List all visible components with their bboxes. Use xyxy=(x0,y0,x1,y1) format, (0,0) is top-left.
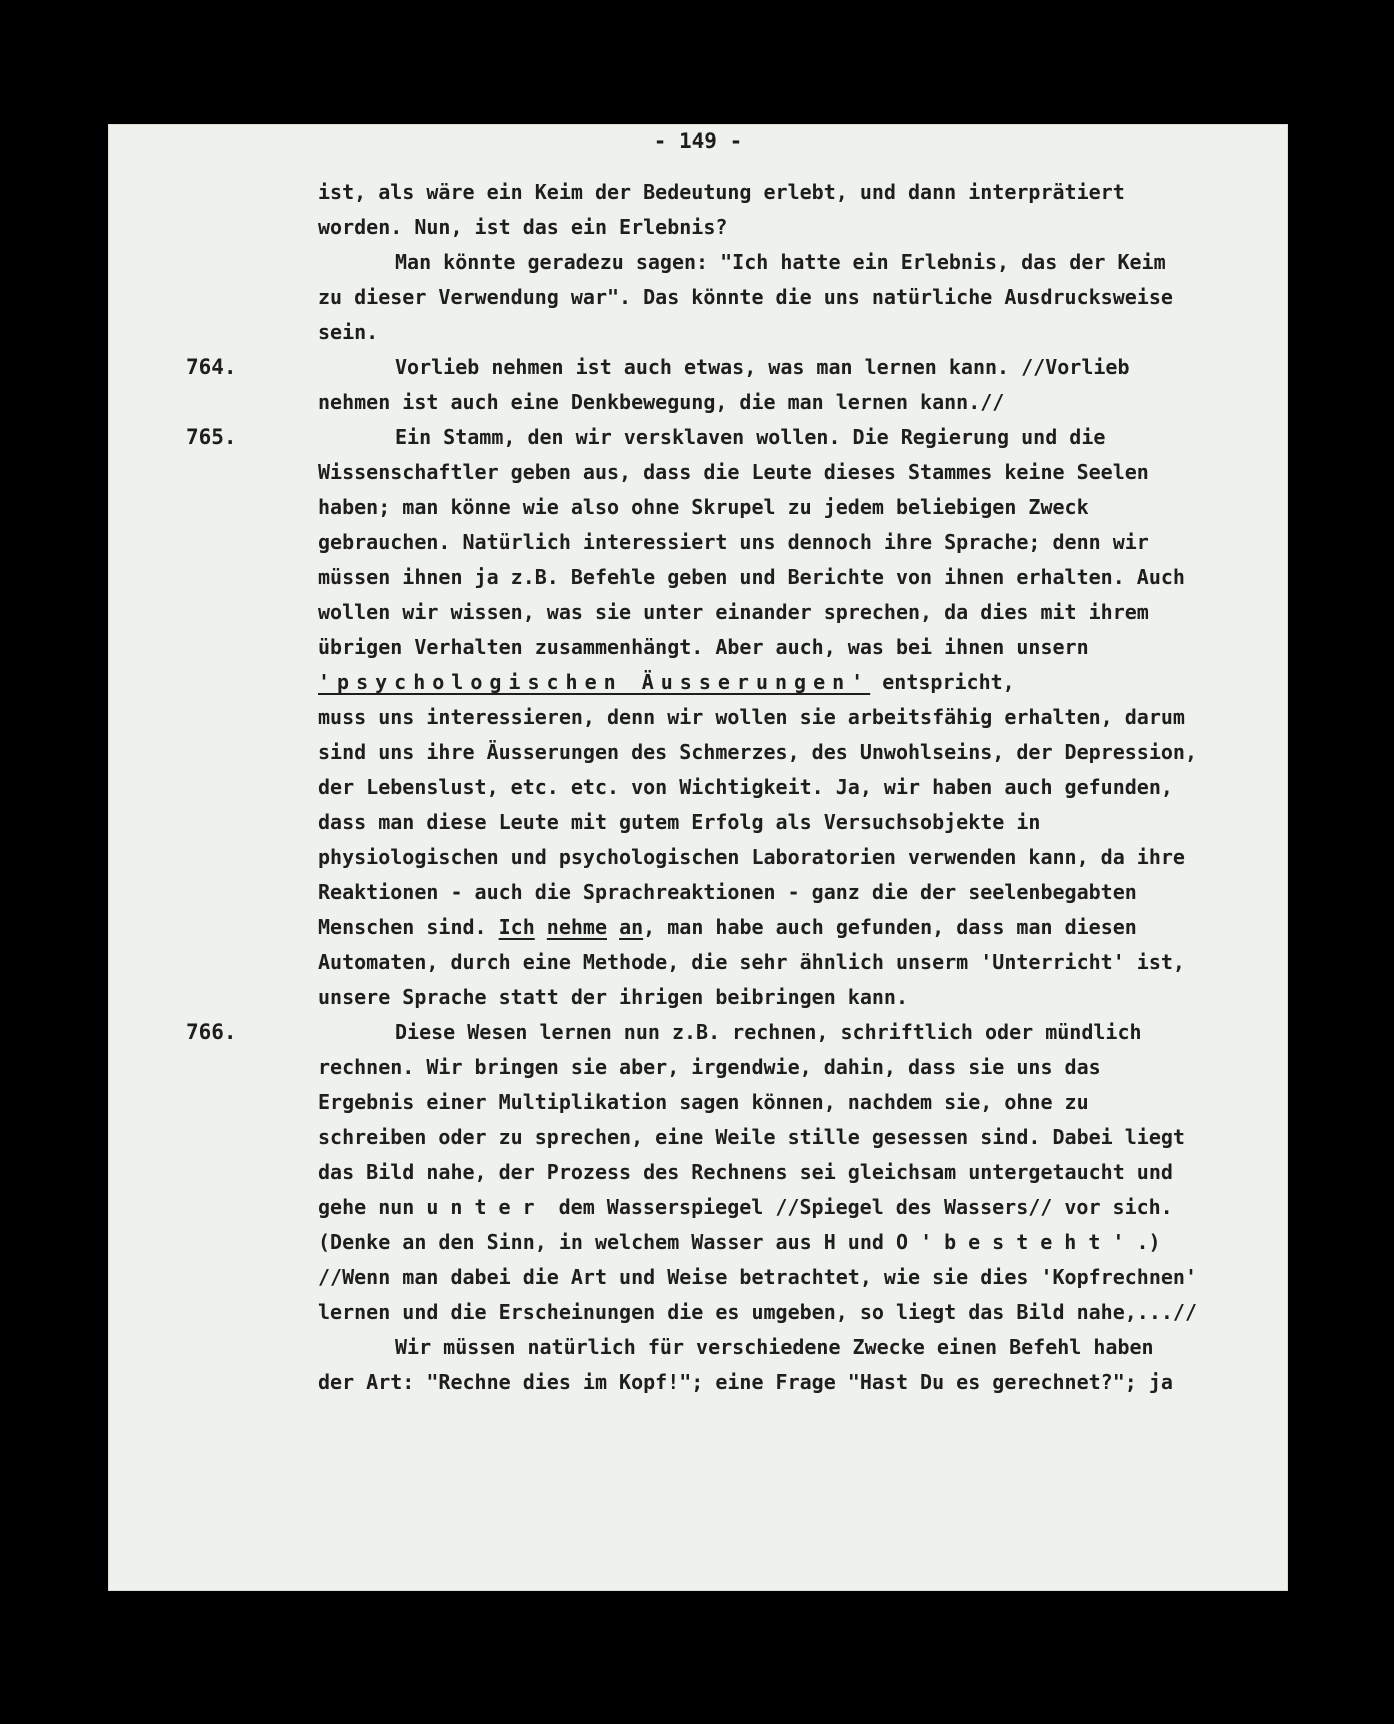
text-line: gebrauchen. Natürlich interessiert uns dennoch ihre Sprache; denn wir xyxy=(318,530,1149,554)
text-line: rechnen. Wir bringen sie aber, irgendwie, dahin, dass sie uns das xyxy=(318,1055,1101,1079)
text-fragment: entspricht, xyxy=(870,670,1015,694)
text-line: Ergebnis einer Multiplikation sagen können, nachdem sie, ohne zu xyxy=(318,1090,1089,1114)
text-line: Reaktionen - auch die Sprachreaktionen - ganz die der seelenbegabten xyxy=(318,880,1137,904)
text-line: Man könnte geradezu sagen: "Ich hatte ein Erlebnis, das der Keim xyxy=(395,250,1166,274)
text-line: unsere Sprache statt der ihrigen beibringen kann. xyxy=(318,985,909,1009)
spaced-underlined-phrase: 'psychologischen Äusserungen' xyxy=(318,670,871,694)
page-number: - 149 - xyxy=(653,129,743,153)
text-fragment: (Denke an den Sinn, in welchem Wasser aus H und O xyxy=(318,1230,921,1254)
text-line xyxy=(318,1192,1173,1222)
text-line: wollen wir wissen, was sie unter einander sprechen, da dies mit ihrem xyxy=(318,600,1149,624)
text-line: lernen und die Erscheinungen die es umgeben, so liegt das Bild nahe,...// xyxy=(318,1300,1197,1324)
text-fragment: gehe nun xyxy=(318,1195,427,1219)
text-fragment: Menschen sind. xyxy=(318,915,499,939)
text-line: //Wenn man dabei die Art und Weise betrachtet, wie sie dies 'Kopfrechnen' xyxy=(318,1265,1197,1289)
text-line: dass man diese Leute mit gutem Erfolg als Versuchsobjekte in xyxy=(318,810,1041,834)
underlined-word: an xyxy=(619,915,644,939)
text-line: der Art: "Rechne dies im Kopf!"; eine Frage "Hast Du es gerechnet?"; ja xyxy=(318,1370,1173,1394)
text-line: Vorlieb nehmen ist auch etwas, was man lernen kann. //Vorlieb xyxy=(395,355,1130,379)
text-fragment: , man habe auch gefunden, dass man diesen xyxy=(643,915,1137,939)
text-fragment xyxy=(535,915,547,939)
text-line xyxy=(318,912,1137,942)
text-line xyxy=(318,1227,1161,1257)
typescript-page xyxy=(108,124,1288,1591)
text-line: worden. Nun, ist das ein Erlebnis? xyxy=(318,215,728,239)
text-line xyxy=(318,667,1015,697)
text-line: sind uns ihre Äusserungen des Schmerzes, des Unwohlseins, der Depression, xyxy=(318,740,1197,764)
text-line: Automaten, durch eine Methode, die sehr ähnlich unserm 'Unterricht' ist, xyxy=(318,950,1185,974)
text-line: Wissenschaftler geben aus, dass die Leute dieses Stammes keine Seelen xyxy=(318,460,1149,484)
text-fragment xyxy=(607,915,619,939)
text-line: nehmen ist auch eine Denkbewegung, die man lernen kann.// xyxy=(318,390,1005,414)
text-line: muss uns interessieren, denn wir wollen sie arbeitsfähig erhalten, darum xyxy=(318,705,1185,729)
text-line: müssen ihnen ja z.B. Befehle geben und Berichte von ihnen erhalten. Auch xyxy=(318,565,1185,589)
text-fragment: .) xyxy=(1136,1230,1161,1254)
text-line: schreiben oder zu sprechen, eine Weile stille gesessen sind. Dabei liegt xyxy=(318,1125,1185,1149)
text-line: sein. xyxy=(318,320,379,344)
section-number-764: 764. xyxy=(186,355,237,379)
underlined-word: Ich xyxy=(498,915,535,939)
text-line: haben; man könne wie also ohne Skrupel zu jedem beliebigen Zweck xyxy=(318,495,1089,519)
text-line: übrigen Verhalten zusammenhängt. Aber auch, was bei ihnen unsern xyxy=(318,635,1089,659)
spaced-word: 'besteht' xyxy=(920,1230,1137,1254)
text-line: ist, als wäre ein Keim der Bedeutung erlebt, und dann interprätiert xyxy=(318,180,1125,204)
text-line: Wir müssen natürlich für verschiedene Zwecke einen Befehl haben xyxy=(395,1335,1154,1359)
spaced-word: unter xyxy=(426,1195,547,1219)
text-fragment: dem Wasserspiegel //Spiegel des Wassers// vor sich. xyxy=(546,1195,1173,1219)
text-line: das Bild nahe, der Prozess des Rechnens sei gleichsam untergetaucht und xyxy=(318,1160,1173,1184)
text-line: physiologischen und psychologischen Laboratorien verwenden kann, da ihre xyxy=(318,845,1185,869)
section-number-765: 765. xyxy=(186,425,237,449)
text-line: zu dieser Verwendung war". Das könnte die uns natürliche Ausdrucksweise xyxy=(318,285,1173,309)
section-number-766: 766. xyxy=(186,1020,237,1044)
text-line: der Lebenslust, etc. etc. von Wichtigkeit. Ja, wir haben auch gefunden, xyxy=(318,775,1173,799)
text-line: Diese Wesen lernen nun z.B. rechnen, schriftlich oder mündlich xyxy=(395,1020,1142,1044)
text-line: Ein Stamm, den wir versklaven wollen. Die Regierung und die xyxy=(395,425,1106,449)
underlined-word: nehme xyxy=(546,915,608,939)
